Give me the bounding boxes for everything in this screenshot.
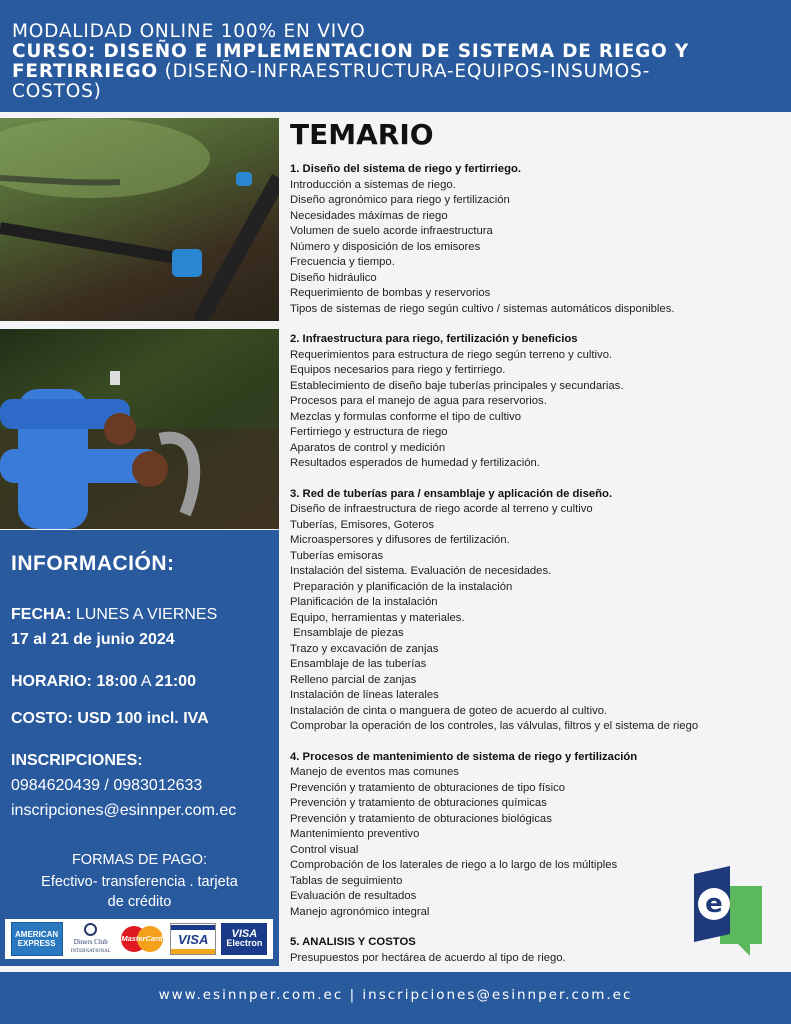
date-range: 17 al 21 de junio 2024 bbox=[11, 631, 175, 648]
syllabus-item: Requerimientos para estructura de riego según terreno y cultivo. bbox=[290, 348, 613, 361]
syllabus-item: Instalación de cinta o manguera de goteo de acuerdo al cultivo. bbox=[290, 704, 608, 717]
syllabus-item: Comprobar la operación de los controles, las válvulas, filtros y el sistema de riego bbox=[290, 720, 699, 732]
modality-line: MODALIDAD ONLINE 100% EN VIVO bbox=[12, 21, 366, 42]
info-panel bbox=[0, 530, 279, 966]
syllabus-item: Control visual bbox=[290, 843, 359, 856]
syllabus-item: Fertirriego y estructura de riego bbox=[290, 426, 448, 438]
syllabus-item: Prevención y tratamiento de obturaciones de tipo físico bbox=[290, 781, 566, 794]
payment-title: FORMAS DE PAGO: bbox=[71, 852, 208, 868]
syllabus-item: Presupuestos por hectárea de acuerdo al tipo de riego. bbox=[290, 951, 566, 964]
esinnper-logo bbox=[694, 866, 764, 956]
registration-email[interactable]: inscripciones@esinnper.com.ec bbox=[11, 802, 237, 819]
course-title-line-2: FERTIRRIEGO (DISEÑO-INFRAESTRUCTURA-EQUIPOS-INSUMOS- bbox=[12, 61, 651, 82]
syllabus-item: Prevención y tratamiento de obturaciones químicas bbox=[290, 797, 547, 809]
syllabus-title: TEMARIO bbox=[290, 118, 434, 151]
section-gap bbox=[290, 317, 760, 332]
syllabus-section-title: 5. ANALISIS Y COSTOS bbox=[290, 936, 416, 948]
syllabus-item: Resultados esperados de humedad y fertilización. bbox=[290, 457, 540, 469]
syllabus-item: Equipos necesarios para riego y fertirriego. bbox=[290, 364, 506, 376]
course-title-line-1: CURSO: DISEÑO E IMPLEMENTACION DE SISTEMA DE RIEGO Y bbox=[12, 41, 690, 62]
syllabus-item: Diseño hidráulico bbox=[290, 271, 377, 284]
date-line: FECHA: LUNES A VIERNES bbox=[11, 606, 218, 623]
syllabus-item: Aparatos de control y medición bbox=[290, 441, 446, 454]
syllabus-item: Tuberías emisoras bbox=[290, 549, 384, 562]
syllabus-item: Mantenimiento preventivo bbox=[290, 828, 420, 840]
syllabus-item: Diseño agronómico para riego y fertilización bbox=[290, 194, 510, 206]
diners-club-logo: Diners Club INTERNATIONAL bbox=[68, 922, 114, 956]
registration-heading: INSCRIPCIONES: bbox=[11, 752, 143, 769]
syllabus-section-title: 1. Diseño del sistema de riego y fertirriego. bbox=[290, 163, 522, 175]
syllabus-item: Comprobación de los laterales de riego a lo largo de los múltiples bbox=[290, 859, 618, 871]
syllabus-item: Tuberías, Emisores, Goteros bbox=[290, 518, 434, 531]
section-gap bbox=[290, 735, 760, 750]
mastercard-logo: MasterCard bbox=[119, 924, 165, 954]
syllabus-item: Manejo de eventos mas comunes bbox=[290, 766, 459, 778]
syllabus-item: Manejo agronómico integral bbox=[290, 905, 430, 918]
syllabus-item: Diseño de infraestructura de riego acorde al terreno y cultivo bbox=[290, 503, 593, 515]
payment-cards-strip bbox=[5, 919, 273, 959]
footer-contact[interactable]: www.esinnper.com.ec | inscripciones@esinnper.com.ec bbox=[158, 987, 633, 1003]
footer-bar bbox=[0, 972, 791, 1024]
course-title-line-3: COSTOS) bbox=[12, 81, 102, 102]
info-heading: INFORMACIÓN: bbox=[11, 552, 175, 575]
syllabus-item: Necesidades máximas de riego bbox=[290, 209, 448, 222]
svg-text:e: e bbox=[705, 889, 723, 919]
syllabus-item: Frecuencia y tiempo. bbox=[290, 256, 395, 268]
syllabus-item: Procesos para el manejo de agua para reservorios. bbox=[290, 395, 547, 407]
syllabus-item: Instalación de líneas laterales bbox=[290, 689, 439, 701]
schedule-line: HORARIO: 18:00 A 21:00 bbox=[11, 673, 196, 690]
syllabus-item: Planificación de la instalación bbox=[290, 596, 438, 608]
syllabus-item: Volumen de suelo acorde infraestructura bbox=[290, 225, 493, 237]
syllabus-item: Ensamblaje de las tuberías bbox=[290, 658, 427, 670]
payment-methods-line-1: Efectivo- transferencia . tarjeta bbox=[41, 874, 238, 890]
irrigation-pipes-photo bbox=[0, 329, 279, 529]
syllabus-item: Tablas de seguimiento bbox=[290, 874, 403, 887]
syllabus-item: Tipos de sistemas de riego según cultivo / sistemas automáticos disponibles. bbox=[290, 302, 675, 315]
syllabus-item: Número y disposición de los emisores bbox=[290, 240, 481, 253]
syllabus-item: Mezclas y formulas conforme el tipo de cultivo bbox=[290, 410, 522, 423]
syllabus-section-title: 4. Procesos de mantenimiento de sistema de riego y fertilización bbox=[290, 750, 638, 763]
syllabus-item: Evaluación de resultados bbox=[290, 890, 417, 902]
syllabus-section-title: 2. Infraestructura para riego, fertilización y beneficios bbox=[290, 333, 578, 345]
syllabus-item: Trazo y excavación de zanjas bbox=[290, 642, 439, 655]
syllabus-item: Microaspersores y difusores de fertilización. bbox=[290, 534, 510, 546]
syllabus-item: Equipo, herramientas y materiales. bbox=[290, 611, 465, 624]
syllabus-item: Requerimiento de bombas y reservorios bbox=[290, 287, 491, 299]
visa-logo: VISA bbox=[170, 923, 216, 955]
section-gap bbox=[290, 920, 760, 935]
syllabus-list bbox=[290, 162, 760, 966]
section-gap bbox=[290, 472, 760, 487]
syllabus-item: Establecimiento de diseño baje tuberías principales y secundarias. bbox=[290, 379, 624, 392]
cost-line: COSTO: USD 100 incl. IVA bbox=[11, 710, 209, 727]
drip-irrigation-photo bbox=[0, 118, 279, 321]
syllabus-item: Instalación del sistema. Evaluación de necesidades. bbox=[290, 565, 552, 577]
syllabus-item: Introducción a sistemas de riego. bbox=[290, 178, 456, 191]
header-banner bbox=[0, 0, 791, 112]
syllabus-section-title: 3. Red de tuberías para / ensamblaje y aplicación de diseño. bbox=[290, 487, 613, 500]
syllabus-item: Preparación y planificación de la instalación bbox=[290, 580, 513, 593]
syllabus-item: Ensamblaje de piezas bbox=[290, 627, 404, 639]
visa-electron-logo: VISA Electron bbox=[221, 923, 267, 955]
amex-logo: AMERICAN EXPRESS bbox=[11, 922, 63, 956]
syllabus-item: Relleno parcial de zanjas bbox=[290, 673, 417, 686]
payment-methods-line-2: de crédito bbox=[107, 894, 172, 910]
syllabus-item: Prevención y tratamiento de obturaciones biológicas bbox=[290, 812, 552, 825]
phone-numbers[interactable]: 0984620439 / 0983012633 bbox=[11, 777, 203, 794]
